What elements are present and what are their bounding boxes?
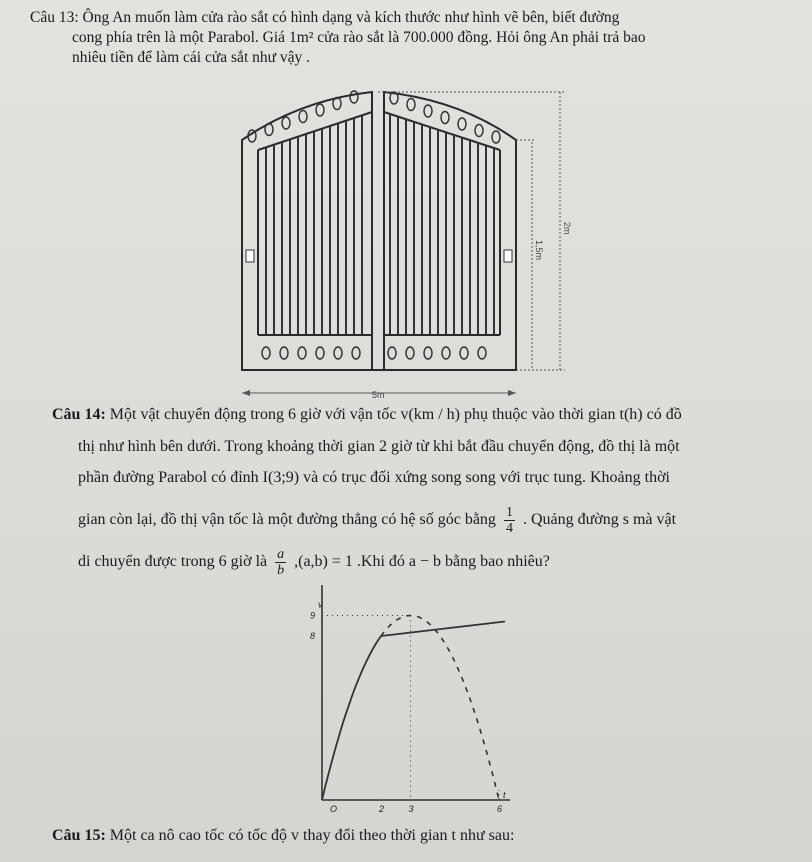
q13-line-1: Câu 13: Ông An muốn làm cửa rào sắt có hình dạng và kích thước như hình vẽ bên, biết đường — [30, 9, 620, 26]
q14-line-1-text: Một vật chuyển động trong 6 giờ với vận tốc v(km / h) phụ thuộc vào thời gian t(h) có đồ — [109, 406, 682, 423]
gate-figure — [0, 0, 812, 400]
q14-line-4b: . Quảng đường s mà vật — [522, 511, 677, 528]
gate-ring — [299, 111, 307, 123]
gate-ring — [475, 125, 483, 137]
gate-ring — [280, 347, 288, 359]
answer-fraction — [275, 547, 286, 578]
gate-width-label: 5m — [372, 390, 385, 400]
q13-line-3: nhiêu tiền để làm cái cửa sắt như vậy . — [72, 49, 311, 66]
x-tick-origin: O — [330, 804, 338, 814]
parabola-dashed-series — [381, 616, 499, 801]
answer-fraction-den: b — [277, 562, 285, 578]
q13-line-2: cong phía trên là một Parabol. Giá 1m² cửa rào sắt là 700.000 đồng. Hỏi ông An phải trả bao — [72, 29, 646, 46]
y-tick-9: 9 — [310, 610, 316, 621]
gate-ring — [492, 131, 500, 143]
x-tick-2: 2 — [379, 804, 385, 814]
gate-ring — [478, 347, 486, 359]
gate-ring — [352, 347, 360, 359]
q15-line — [52, 826, 514, 846]
x-tick-3: 3 — [408, 804, 414, 814]
gate-ring — [388, 347, 396, 359]
gate-height-label: 2m — [562, 222, 572, 235]
slope-fraction — [504, 505, 515, 536]
q14-label: Câu 14: — [52, 406, 106, 423]
gate-ring — [424, 347, 432, 359]
gate-ring — [407, 99, 415, 111]
gate-ring — [424, 105, 432, 117]
gate-ring — [316, 347, 324, 359]
q14-line-2: thị như hình bên dưới. Trong khoảng thời gian 2 giờ từ khi bắt đầu chuyển động, đồ thị là một — [78, 438, 680, 455]
gate-ring — [406, 347, 414, 359]
q14-line-4 — [78, 504, 676, 536]
q15-text: Một ca nô cao tốc có tốc độ v thay đổi theo thời gian t như sau: — [109, 827, 515, 844]
gate-side-label: 1,5m — [534, 240, 544, 261]
slope-fraction-num: 1 — [505, 504, 513, 520]
answer-fraction-num: a — [277, 546, 285, 562]
gate-ring — [334, 347, 342, 359]
gate-ring — [265, 124, 273, 136]
q14-line-5 — [78, 546, 550, 578]
q14-line-3: phần đường Parabol có đỉnh I(3;9) và có trục đối xứng song song với trục tung. Khoảng thời — [78, 469, 670, 486]
y-tick-8: 8 — [310, 631, 316, 641]
y-axis-label: v — [318, 599, 323, 610]
gate-ring — [458, 118, 466, 130]
q14-line-5a: di chuyển được trong 6 giờ là — [78, 553, 268, 570]
velocity-parabola-segment — [322, 636, 381, 800]
gate-ring — [460, 347, 468, 359]
q14-line-5b: ,(a,b) = 1 .Khi đó a − b bằng bao nhiêu? — [294, 553, 550, 570]
slope-fraction-den: 4 — [505, 520, 513, 536]
velocity-line-segment — [381, 622, 505, 637]
gate-ring — [350, 91, 358, 103]
gate-ring — [282, 117, 290, 129]
x-axis-label: t — [503, 790, 506, 800]
q15-label: Câu 15: — [52, 827, 106, 844]
gate-ring — [298, 347, 306, 359]
q14-line-4a: gian còn lại, đồ thị vận tốc là một đường thẳng có hệ số góc bằng — [78, 511, 496, 528]
gate-ring — [333, 98, 341, 110]
gate-ring — [316, 104, 324, 116]
q14-line-1 — [52, 405, 682, 425]
x-tick-6: 6 — [497, 804, 503, 814]
gate-ring — [442, 347, 450, 359]
gate-ring — [262, 347, 270, 359]
gate-ring — [441, 112, 449, 124]
